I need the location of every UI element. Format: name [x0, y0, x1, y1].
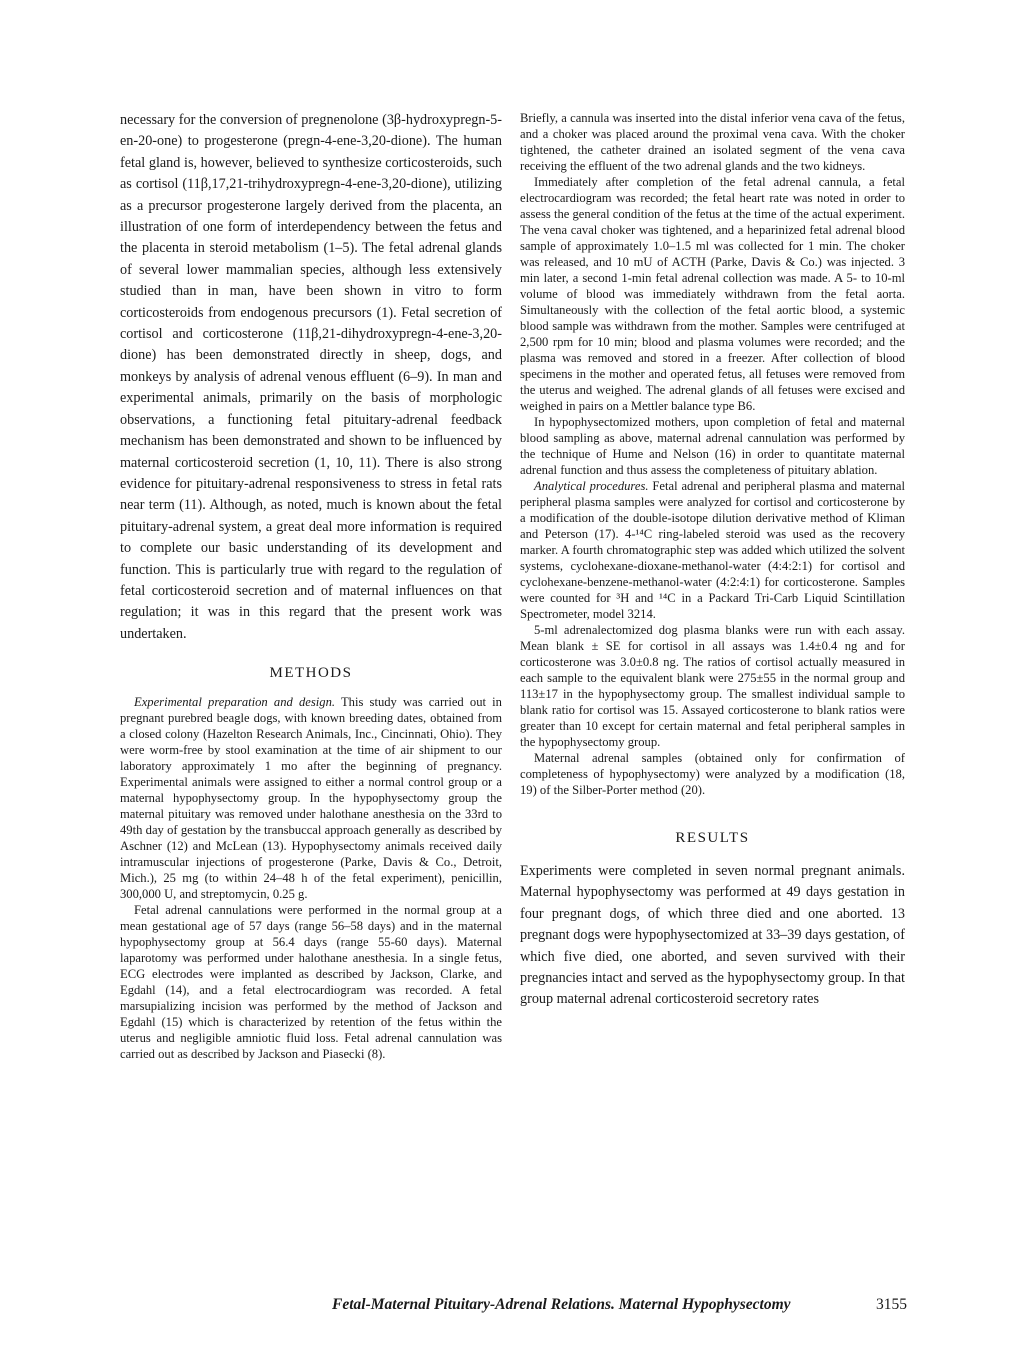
intro-paragraph: necessary for the conversion of pregnenolone (3β-hydroxypregn-5-en-20-one) to progesterone (pregn-4-ene-3,20-dione). The human fetal gland is, however, believed to synthesize corticosteroids, such as cortisol (11β,17,21-trihydroxypregn-4-ene-3,20-dione), utilizing as a precursor progesterone largely derived from the placenta, an illustration of one form of interdependency between the fetus and the placenta in steroid metabolism (1–5). The fetal adrenal glands of several lower mammalian species, although less extensively studied than in man, have been shown in vitro to form corticosteroids from endogenous precursors (1). Fetal secretion of cortisol and corticosterone (11β,21-dihydroxypregn-4-ene-3,20-dione) has been demonstrated directly in sheep, dogs, and monkeys by analysis of adrenal venous effluent (6–9). In man and experimental animals, primarily on the basis of morphologic observations, a functioning fetal pituitary-adrenal feedback mechanism has been demonstrated and shown to be influenced by maternal corticosteroid secretion (1, 10, 11). There is also strong evidence for pituitary-adrenal responsiveness to stress in fetal rats near term (11). Although, as noted, much is known about the fetal pituitary-adrenal system, a great deal more information is required to complete our basic understanding of its development and function. This is particularly true with regard to the regulation of fetal corticosteroid secretion and of maternal influences on that regulation; it was in this regard that the present work was undertaken. — [120, 112, 502, 642]
analytical-subheading: Analytical procedures. — [534, 479, 649, 493]
right-column — [520, 110, 905, 1011]
sampling-paragraph: Immediately after completion of the fetal adrenal cannula, a fetal electrocardiogram was recorded; the fetal heart rate was noted in order to assess the general condition of the fetus at the time of the actual experiment. The vena caval choker was tightened, and a heparinized fetal adrenal blood sample of approximately 1.0–1.5 ml was collected for 1 min. The choker was released, and 10 mU of ACTH (Parke, Davis & Co.) was injected. 3 min later, a second 1-min fetal adrenal collection was made. A 5- to 10-ml volume of blood was immediately withdrawn from the fetal aorta. Simultaneously with the collection of the fetal aortic blood, a systemic blood sample was withdrawn from the mother. Samples were centrifuged at 2,500 rpm for 10 min; blood and plasma volumes were recorded; and the plasma was removed and stored in a freezer. After collection of blood specimens in the mother and operated fetus, all fetuses were removed from the uterus and weighed. The adrenal glands of all fetuses were excised and weighed in pairs on a Mettler balance type B6. — [520, 175, 905, 413]
methods-heading: METHODS — [269, 665, 353, 682]
analytical-paragraph-body: Fetal adrenal and peripheral plasma and maternal peripheral plasma samples were analyzed for cortisol and corticosterone by a modification of the double-isotope dilution derivative method of Kliman and Peterson (17). 4-¹⁴C ring-labeled steroid was used as the recovery marker. A fourth chromatographic step was added which utilized the solvent systems, cyclohexane-dioxane-methanol-water (4:4:2:1) for cortisol and cyclohexane-benzene-methanol-water (4:2:4:1) for corticosterone. Samples were counted for ³H and ¹⁴C in a Packard Tri-Carb Liquid Scintillation Spectrometer, model 3214. — [520, 479, 906, 621]
hypophysectomized-paragraph: In hypophysectomized mothers, upon completion of fetal and maternal blood sampling as above, maternal adrenal cannulation was performed by the technique of Hume and Nelson (16) in order to quantitate maternal adrenal function and thus assess the completeness of pituitary ablation. — [520, 415, 905, 477]
blanks-paragraph: 5-ml adrenalectomized dog plasma blanks were run with each assay. Mean blank ± SE for cortisol in all assays was 1.4±0.4 ng and for corticosterone was 3.0±0.8 ng. The ratios of cortisol actually measured in each sample to the equivalent blank were 275±55 in the normal group and 113±17 in the hypophysectomy group. The smallest individual sample to blank ratio for cortisol was 15. Assayed corticosterone to blank ratios were greater than 10 except for certain maternal and fetal peripheral samples in the hypophysectomy group. — [520, 623, 905, 749]
methods-paragraph-2: Fetal adrenal cannulations were performed in the normal group at a mean gestational age of 57 days (range 56–58 days) and in the maternal hypophysectomy group at 56.4 days (range 55-60 days). Maternal laparotomy was performed under halothane anesthesia. In a single fetus, ECG electrodes were implanted as described by Jackson, Clarke, and Egdahl (14), and a fetal electrocardiogram was recorded. A fetal marsupializing incision was performed by the method of Jackson and Egdahl (15) which is characterized by retention of the fetus within the uterus and negligible amniotic fluid loss. Fetal adrenal cannulation was carried out as described by Jackson and Piasecki (8). — [120, 903, 502, 1062]
maternal-samples-paragraph: Maternal adrenal samples (obtained only for confirmation of completeness of hypophysectomy) were analyzed by a modification (18, 19) of the Silber-Porter method (20). — [520, 751, 905, 797]
methods-paragraph-1-body: This study was carried out in pregnant purebred beagle dogs, with known breeding dates, obtained from a closed colony (Hazelton Research Animals, Inc., Cincinnati, Ohio). They were worm-free by stool examination at the time of air shipment to our laboratory approximately 1 mo after the beginning of pregnancy. Experimental animals were assigned to either a normal control group or a maternal hypophysectomy group. In the hypophysectomy group the maternal pituitary was removed under halothane anesthesia on the 33rd to 49th day of gestation by the transbuccal approach generally as described by Aschner (12) and McLean (13). Hypophysectomy animals received daily intramuscular injections of progesterone (Parke, Davis & Co., Detroit, Mich.), 25 mg (to within 24–48 h of the fetal experiment), penicillin, 300,000 U, and streptomycin, 0.25 g. — [120, 695, 502, 902]
page-number: 3155 — [876, 1296, 907, 1313]
cannulation-paragraph: Briefly, a cannula was inserted into the distal inferior vena cava of the fetus, and a choker was placed around the proximal vena cava. With the choker tightened, the catheter drained an isolated segment of the vena cava receiving the effluent of the two adrenal glands and the two kidneys. — [520, 111, 905, 173]
left-column — [120, 110, 502, 1062]
results-paragraph: Experiments were completed in seven normal pregnant animals. Maternal hypophysectomy was performed at 49 days gestation in four pregnant dogs, of which three died and one aborted. 13 pregnant dogs were hypophysectomized at 33–39 days gestation, of which five died, one aborted, and seven survived with their pregnancies intact and served as the hypophysectomy group. In that group maternal adrenal corticosteroid secretory rates — [520, 863, 905, 1008]
analytical-paragraph — [520, 478, 905, 622]
results-heading: RESULTS — [675, 830, 750, 846]
page-footer — [332, 1296, 907, 1314]
running-title: Fetal-Maternal Pituitary-Adrenal Relations. Maternal Hypophysectomy — [332, 1296, 791, 1313]
methods-paragraph-1 — [120, 694, 502, 902]
methods-subheading: Experimental preparation and design. — [134, 695, 336, 710]
